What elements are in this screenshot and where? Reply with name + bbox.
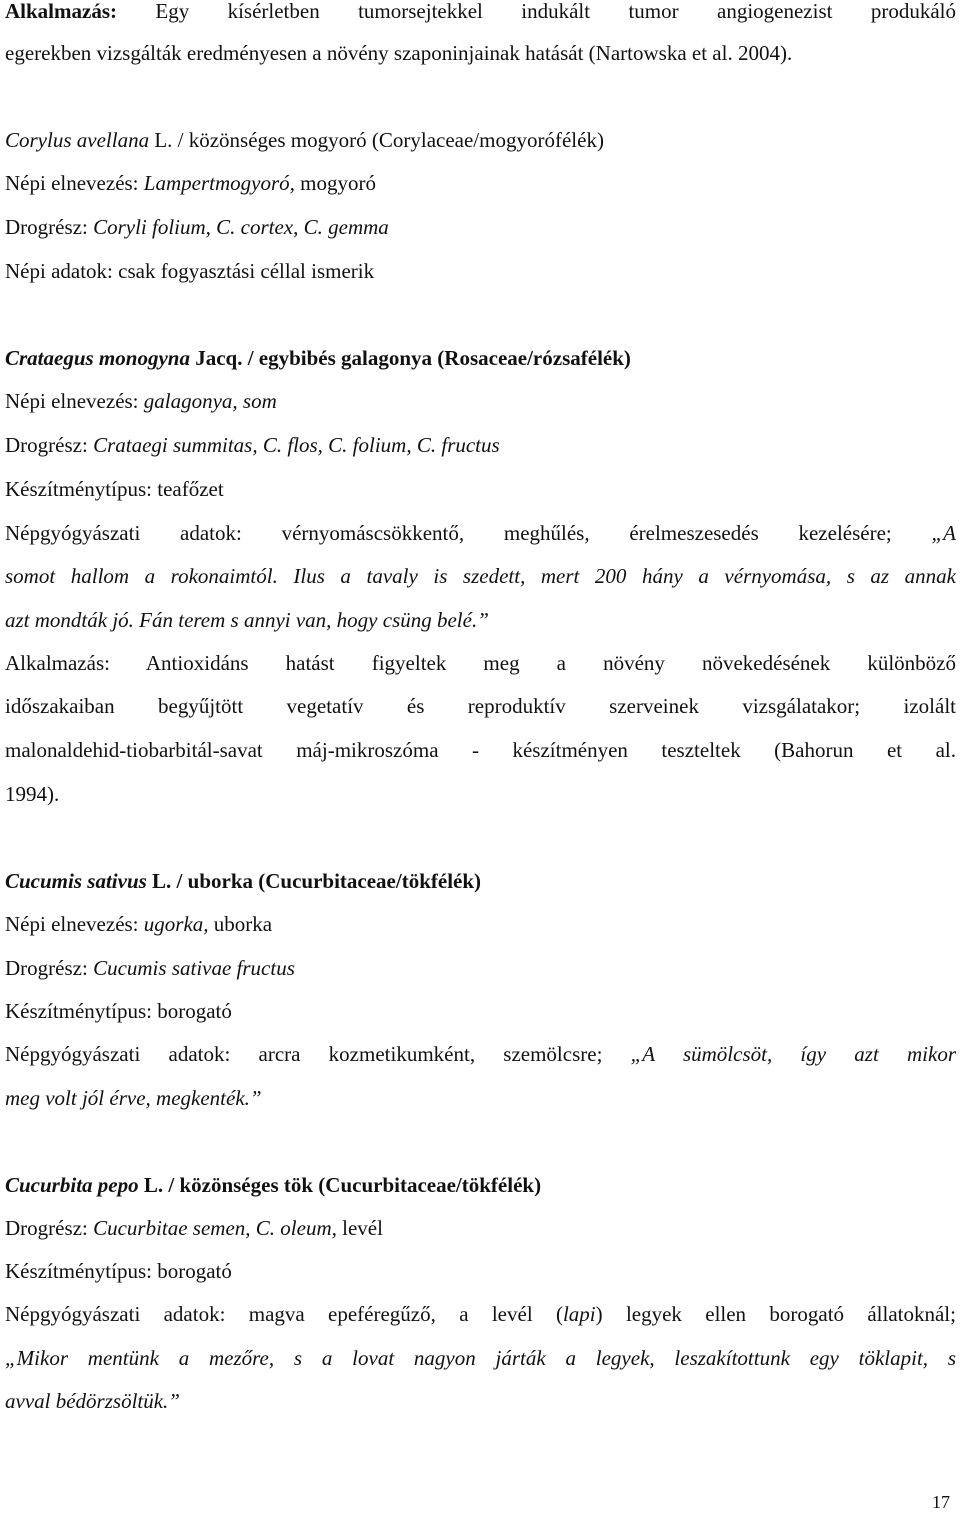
page-number: 17 bbox=[932, 1492, 950, 1512]
field-value: lapi bbox=[562, 1302, 596, 1326]
field-label: Népgyógyászati adatok bbox=[5, 521, 237, 545]
field-value: Crataegi summitas, C. flos, C. folium, C. fructus bbox=[93, 433, 500, 457]
alkalmazas-label: Alkalmazás: bbox=[5, 0, 117, 23]
crataegus-drogresz bbox=[5, 430, 956, 460]
field-value: Cucumis sativae fructus bbox=[93, 956, 295, 980]
field-label: Készítménytípus bbox=[5, 477, 147, 501]
cucurbita-quote-line-3: avval bédörzsöltük.” bbox=[5, 1389, 180, 1413]
crataegus-alkalmazas-line-2: időszakaiban begyűjtött vegetatív és reproduktív szerveinek vizsgálatakor; izolált bbox=[5, 694, 956, 718]
crataegus-alkalmazas-line-4: 1994). bbox=[5, 782, 60, 806]
field-value: : borogató bbox=[146, 1259, 232, 1283]
species-name: Corylus avellana bbox=[5, 128, 150, 152]
species-common-name: L. / uborka (Cucurbitaceae/tökfélék) bbox=[146, 869, 482, 893]
corylus-drogresz bbox=[5, 212, 956, 242]
cucumis-nepi-elnevezes bbox=[5, 909, 956, 939]
field-label: Készítménytípus bbox=[5, 999, 147, 1023]
field-label: Népi elnevezés: bbox=[5, 912, 144, 936]
field-value: : borogató bbox=[146, 999, 232, 1023]
quote-text: „A bbox=[931, 521, 956, 545]
species-common-name: L. / közönséges tök (Cucurbitaceae/tökfélék) bbox=[138, 1173, 542, 1197]
species-name: Cucumis sativus bbox=[5, 869, 147, 893]
crataegus-heading bbox=[5, 343, 956, 373]
field-value: Cucurbitae semen, C. oleum, bbox=[93, 1216, 337, 1240]
crataegus-nepi-elnevezes bbox=[5, 386, 956, 416]
species-common-name: Jacq. / egybibés galagonya (Rosaceae/rózsafélék) bbox=[189, 346, 631, 370]
crataegus-alkalmazas-line-1 bbox=[5, 648, 956, 678]
species-common-name: L. / közönséges mogyoró (Corylaceae/mogyorófélék) bbox=[149, 128, 604, 152]
crataegus-quote-line-2: somot hallom a rokonaimtól. Ilus a tavaly is szedett, mert 200 hány a vérnyomása, s az annak bbox=[5, 564, 956, 588]
cucumis-drogresz bbox=[5, 953, 956, 983]
crataegus-quote-line-3: azt mondták jó. Fán terem s annyi van, hogy csüng belé.” bbox=[5, 608, 489, 632]
cucurbita-quote-line-2: „Mikor mentünk a mezőre, s a lovat nagyon járták a legyek, leszakítottunk egy töklapit, s bbox=[5, 1346, 956, 1370]
field-value: : arcra kozmetikumként, szemölcsre; bbox=[224, 1042, 631, 1066]
field-label: Népgyógyászati adatok bbox=[5, 1042, 225, 1066]
field-value: Lampertmogyoró, bbox=[143, 171, 295, 195]
field-label: Drogrész: bbox=[5, 433, 94, 457]
field-value: levél bbox=[336, 1216, 383, 1240]
crataegus-keszitmenytipus bbox=[5, 474, 956, 504]
cucumis-quote-line-2: meg volt jól érve, megkenték.” bbox=[5, 1086, 262, 1110]
field-value: : csak fogyasztási céllal ismerik bbox=[107, 259, 375, 283]
field-value: uborka bbox=[208, 912, 273, 936]
species-name: Cucurbita pepo bbox=[5, 1173, 139, 1197]
field-value: : teafőzet bbox=[146, 477, 224, 501]
cucumis-nepgyogyaszat-line-1 bbox=[5, 1039, 956, 1069]
field-label: Alkalmazás: bbox=[5, 651, 110, 675]
cucurbita-drogresz bbox=[5, 1213, 956, 1243]
field-value: galagonya, som bbox=[143, 389, 277, 413]
field-label: Drogrész: bbox=[5, 956, 94, 980]
corylus-nepi-elnevezes bbox=[5, 168, 956, 198]
field-value: : magva epeféregűző, a levél ( bbox=[219, 1302, 563, 1326]
field-value: ugorka, bbox=[143, 912, 209, 936]
alkalmazas-line-2: egerekben vizsgálták eredményesen a növény szaponinjainak hatását (Nartowska et al. 2004). bbox=[5, 41, 793, 65]
cucumis-heading bbox=[5, 866, 956, 896]
cucurbita-heading bbox=[5, 1170, 956, 1200]
cucurbita-keszitmenytipus bbox=[5, 1256, 956, 1286]
crataegus-alkalmazas-line-3: malonaldehid-tiobarbitál-savat máj-mikroszóma - készítményen teszteltek (Bahorun et al. bbox=[5, 738, 956, 762]
field-value: ) legyek ellen borogató állatoknál; bbox=[595, 1302, 956, 1326]
field-label: Népgyógyászati adatok bbox=[5, 1302, 220, 1326]
field-value: Coryli folium, C. cortex, C. gemma bbox=[93, 215, 389, 239]
field-label: Készítménytípus bbox=[5, 1259, 147, 1283]
alkalmazas-text: Egy kísérletben tumorsejtekkel indukált tumor angiogenezist produkáló bbox=[117, 0, 956, 23]
field-value: : vérnyomáscsökkentő, meghűlés, érelmeszesedés kezelésére; bbox=[236, 521, 932, 545]
corylus-nepi-adatok bbox=[5, 256, 956, 286]
field-value: mogyoró bbox=[294, 171, 376, 195]
field-label: Drogrész: bbox=[5, 1216, 94, 1240]
alkalmazas-line-1 bbox=[5, 0, 956, 26]
field-label: Népi elnevezés: bbox=[5, 389, 144, 413]
quote-text: „A sümölcsöt, így azt mikor bbox=[630, 1042, 956, 1066]
field-label: Népi elnevezés: bbox=[5, 171, 144, 195]
field-value: Antioxidáns hatást figyeltek meg a növény növekedésének különböző bbox=[109, 651, 956, 675]
field-label: Népi adatok bbox=[5, 259, 108, 283]
cucumis-keszitmenytipus bbox=[5, 996, 956, 1026]
species-name: Crataegus monogyna bbox=[5, 346, 190, 370]
field-label: Drogrész: bbox=[5, 215, 94, 239]
corylus-heading bbox=[5, 125, 956, 155]
crataegus-nepgyogyaszat-line-1 bbox=[5, 518, 956, 548]
cucurbita-nepgyogyaszat-line-1 bbox=[5, 1299, 956, 1329]
